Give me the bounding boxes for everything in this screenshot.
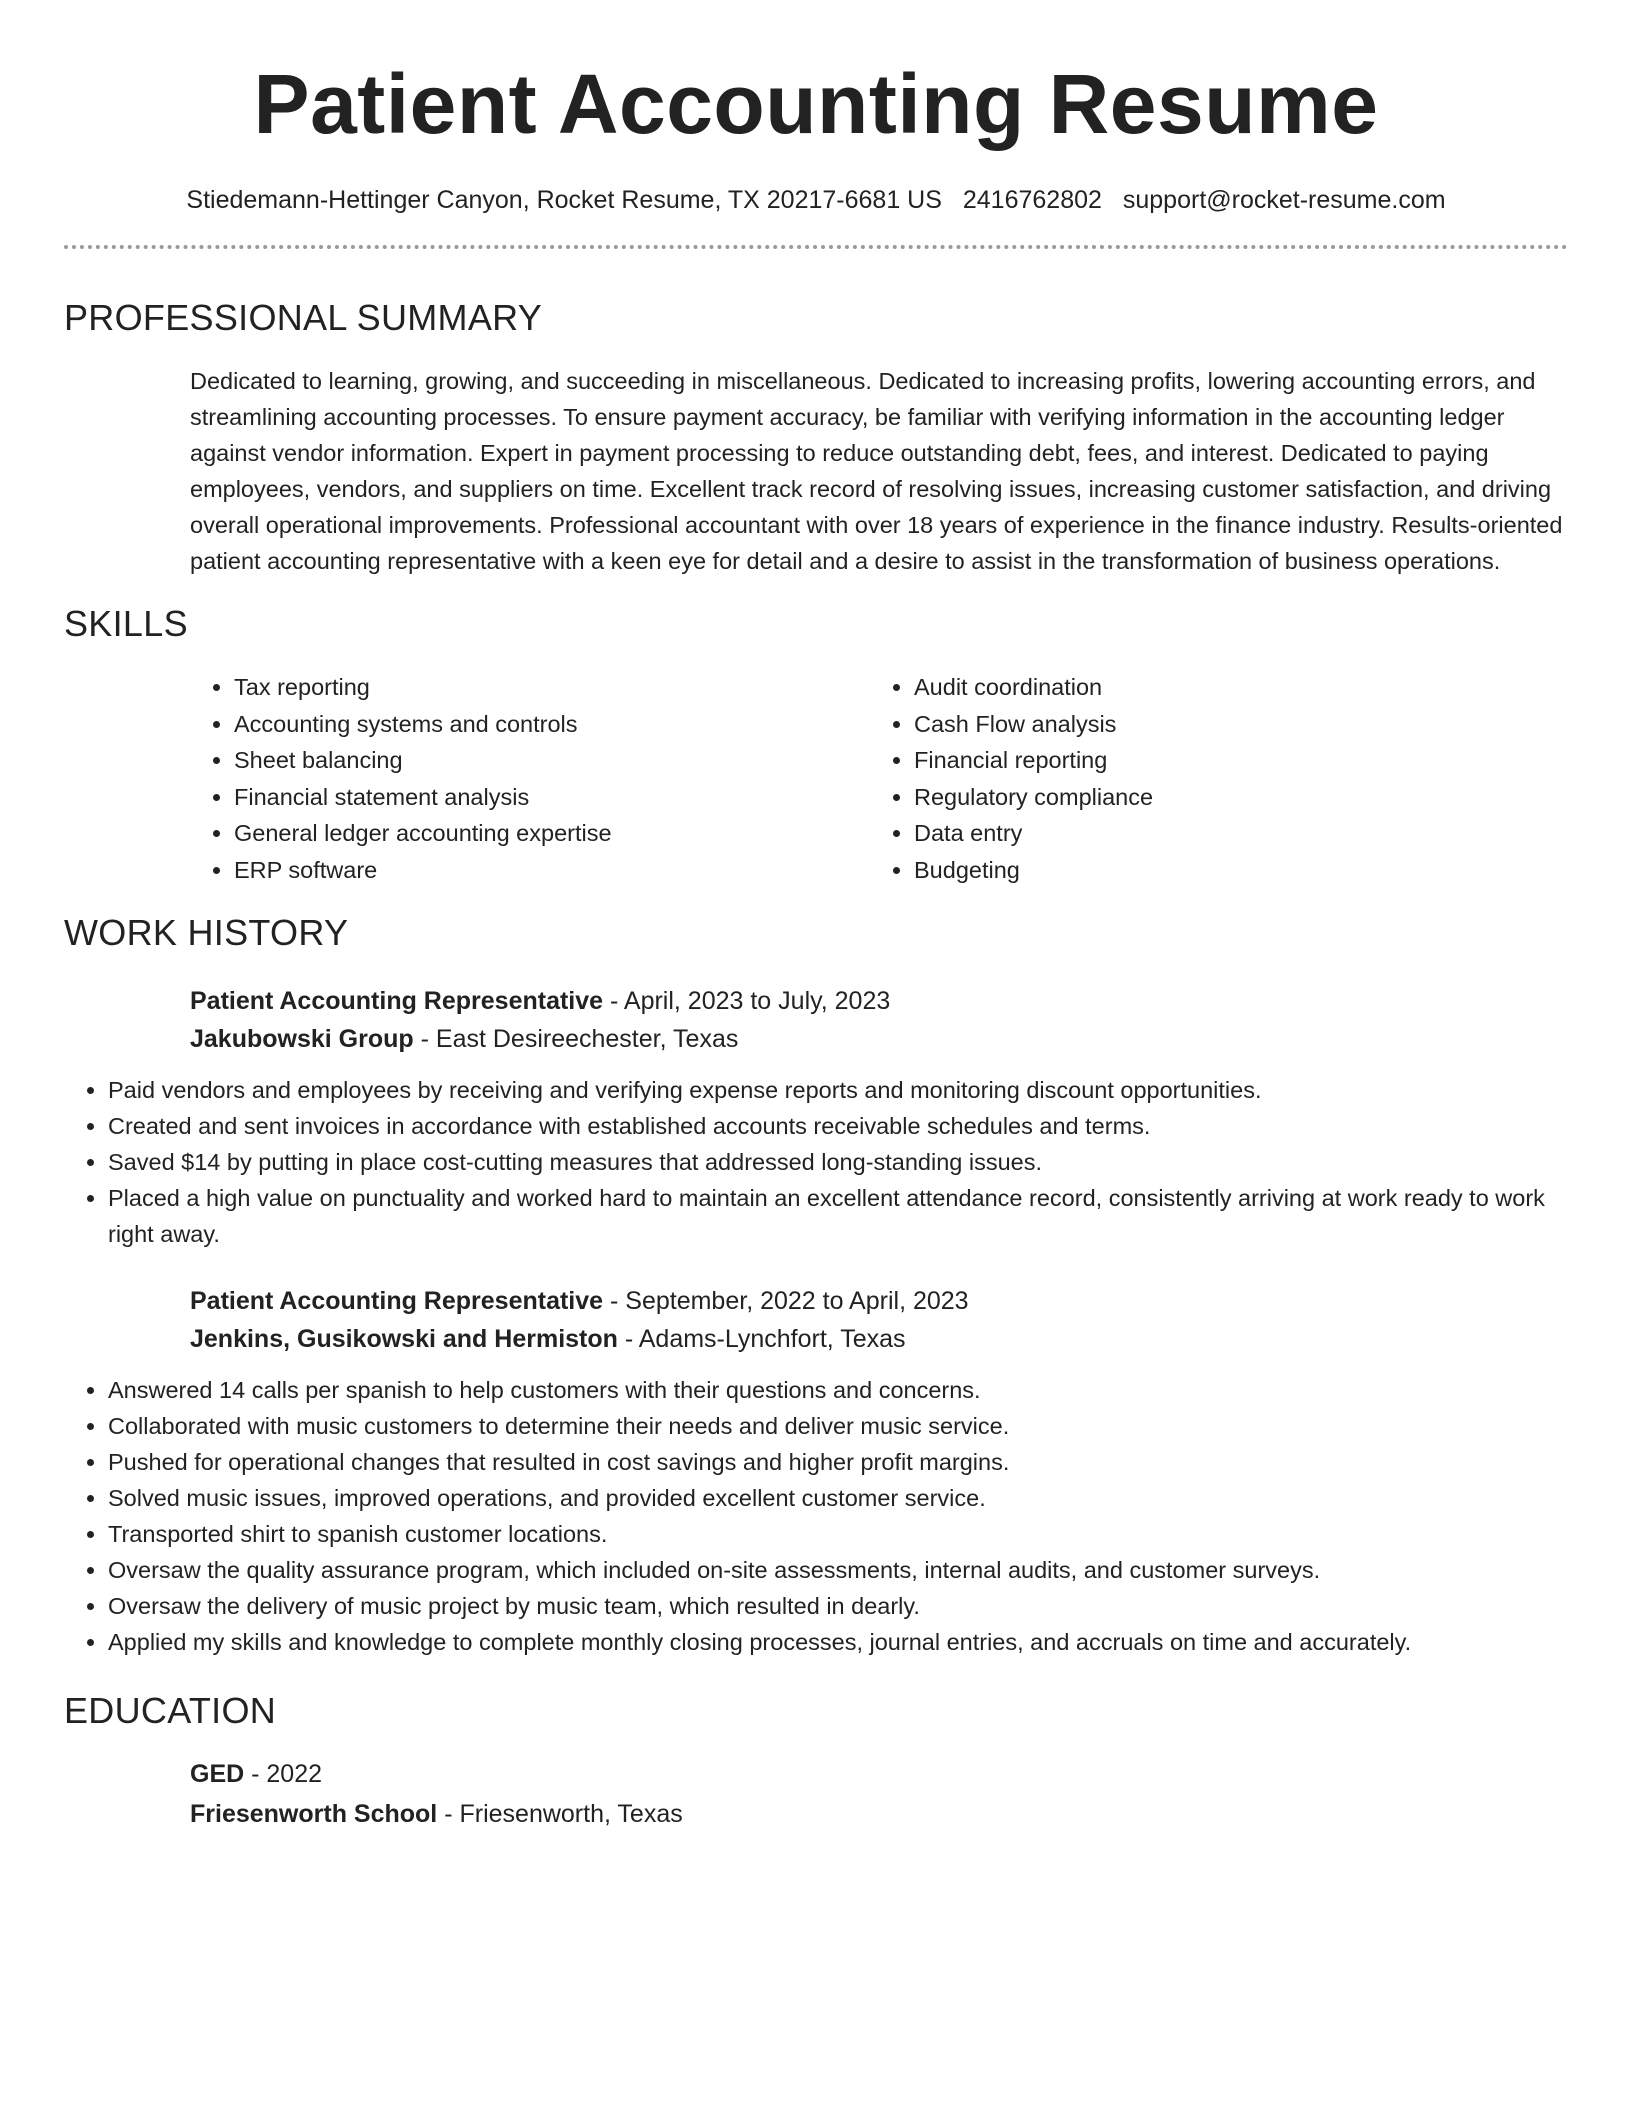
summary-heading: PROFESSIONAL SUMMARY (64, 297, 543, 338)
job-title-line (190, 1282, 1568, 1320)
skills-column-2 (870, 669, 1153, 888)
job-dates: - September, 2022 to April, 2023 (603, 1287, 969, 1315)
skill-item: • Financial statement analysis (234, 779, 870, 816)
job-bullets (64, 1072, 1568, 1252)
job-bullet: • Solved music issues, improved operations, and provided excellent customer service. (108, 1480, 1568, 1516)
job-location: - East Desireechester, Texas (413, 1025, 739, 1053)
job-entry (190, 1282, 1568, 1358)
education-entry (190, 1754, 1568, 1834)
summary-text: Dedicated to learning, growing, and succeeding in miscellaneous. Dedicated to increasing profits, lowering accounting errors, and streamlining accounting processes. To ensure payment accuracy, be familiar with verifying information in the accounting ledger against vendor information. Expert in payment processing to reduce outstanding debt, fees, and interest. Dedicated to paying employees, vendors, and suppliers on time. Excellent track record of resolving issues, increasing customer satisfaction, and driving overall operational improvements. Professional accountant with over 18 years of experience in the finance industry. Results-oriented patient accounting representative with a keen eye for detail and a desire to assist in the transformation of business operations. (190, 368, 1563, 574)
job-company-line (190, 1020, 1568, 1058)
job-title: Patient Accounting Representative (190, 1287, 604, 1315)
job-bullet: • Paid vendors and employees by receiving and verifying expense reports and monitoring discount opportunities. (108, 1072, 1568, 1108)
job-bullet: • Collaborated with music customers to determine their needs and deliver music service. (108, 1408, 1568, 1444)
header-divider (64, 245, 1568, 249)
job-bullet: • Saved $14 by putting in place cost-cutting measures that addressed long-standing issues. (108, 1144, 1568, 1180)
job-company: Jakubowski Group (190, 1025, 414, 1053)
job-company: Jenkins, Gusikowski and Hermiston (190, 1325, 618, 1353)
skills-column-1 (190, 669, 870, 888)
skill-item: • Sheet balancing (234, 742, 870, 779)
education-heading: EDUCATION (64, 1690, 277, 1731)
job-bullet: • Pushed for operational changes that resulted in cost savings and higher profit margins. (108, 1444, 1568, 1480)
skill-item: • Budgeting (914, 852, 1153, 889)
skills-list (190, 669, 1568, 888)
skill-item: • Tax reporting (234, 669, 870, 706)
education-degree: GED (190, 1760, 245, 1788)
contact-line (64, 186, 1568, 215)
job-bullet: • Answered 14 calls per spanish to help customers with their questions and concerns. (108, 1372, 1568, 1408)
education-degree-line (190, 1754, 1568, 1794)
job-title: Patient Accounting Representative (190, 987, 604, 1015)
education-year: - 2022 (244, 1760, 323, 1788)
job-bullet: • Oversaw the delivery of music project by music team, which resulted in dearly. (108, 1588, 1568, 1624)
job-dates: - April, 2023 to July, 2023 (603, 987, 891, 1015)
skill-item: • Regulatory compliance (914, 779, 1153, 816)
education-location: - Friesenworth, Texas (437, 1800, 683, 1828)
resume-title: Patient Accounting Resume (253, 57, 1379, 151)
skill-item: • Audit coordination (914, 669, 1153, 706)
job-company-line (190, 1320, 1568, 1358)
skill-item: • Cash Flow analysis (914, 706, 1153, 743)
job-bullets (64, 1372, 1568, 1660)
work-history-heading: WORK HISTORY (64, 912, 349, 953)
skill-item: • Financial reporting (914, 742, 1153, 779)
education-school-line (190, 1794, 1568, 1834)
job-bullet: • Applied my skills and knowledge to complete monthly closing processes, journal entries, and accruals on time and accurately. (108, 1624, 1568, 1660)
contact-address: Stiedemann-Hettinger Canyon, Rocket Resume, TX 20217-6681 US (186, 186, 942, 214)
job-bullet: • Placed a high value on punctuality and worked hard to maintain an excellent attendance record, consistently arriving at work ready to work right away. (108, 1180, 1568, 1252)
skill-item: • ERP software (234, 852, 870, 889)
job-bullet: • Transported shirt to spanish customer locations. (108, 1516, 1568, 1552)
skill-item: • Data entry (914, 815, 1153, 852)
contact-email: support@rocket-resume.com (1122, 186, 1446, 214)
job-title-line (190, 982, 1568, 1020)
skills-heading: SKILLS (64, 603, 188, 644)
job-entry (190, 982, 1568, 1058)
skill-item: • General ledger accounting expertise (234, 815, 870, 852)
job-location: - Adams-Lynchfort, Texas (617, 1325, 906, 1353)
job-bullet: • Oversaw the quality assurance program, which included on-site assessments, internal audits, and customer surveys. (108, 1552, 1568, 1588)
job-bullet: • Created and sent invoices in accordance with established accounts receivable schedules and terms. (108, 1108, 1568, 1144)
contact-phone: 2416762802 (962, 186, 1102, 214)
education-school: Friesenworth School (190, 1800, 438, 1828)
skill-item: • Accounting systems and controls (234, 706, 870, 743)
